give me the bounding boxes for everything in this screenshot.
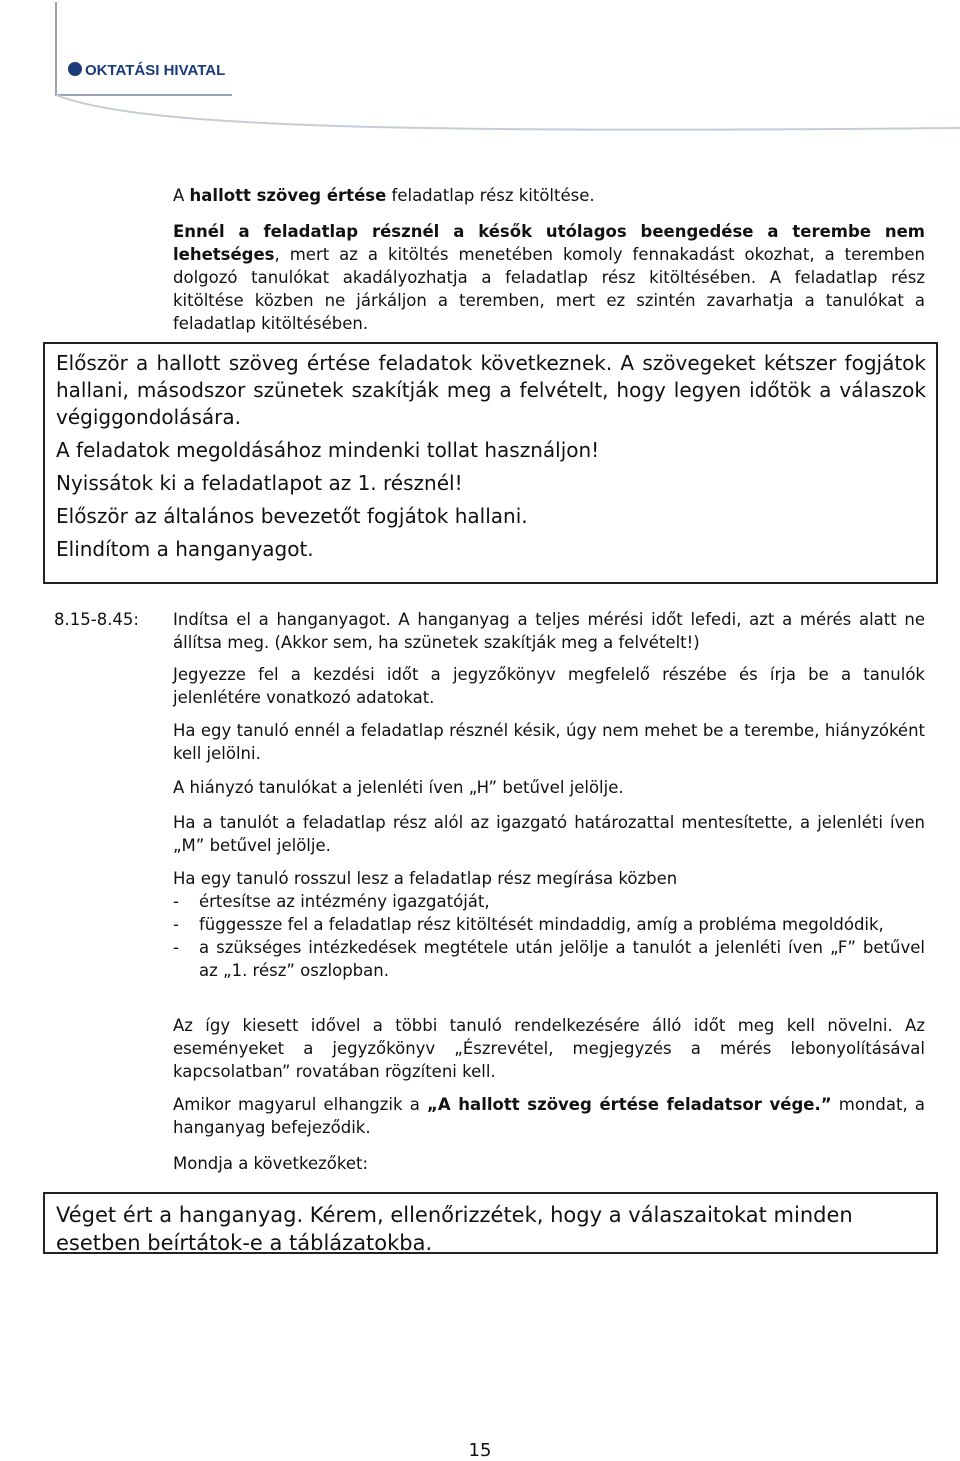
- announcement-box-end: [43, 1192, 938, 1254]
- oktatasi-hivatal-logo: [0, 0, 960, 135]
- announcement-line: Elindítom a hanganyagot.: [56, 537, 314, 561]
- intro-line: [173, 184, 925, 207]
- list-item: - a szükséges intézkedések megtétele után jelölje a tanulót a jelenléti íven „F” betűvel az „1. rész” oszlopban.: [173, 938, 925, 980]
- announcement-line: Először a hallott szöveg értése feladatok következnek. A szövegeket kétszer fogjátok hallani, másodszor szünetek szakítják meg a felvételt, hogy legyen időtök a válaszok végiggondolására.: [56, 351, 926, 429]
- illness-instructions: [173, 867, 925, 982]
- list-item: - függessze fel a feladatlap rész kitöltését mindaddig, amíg a probléma megoldódik,: [173, 915, 884, 934]
- dash-bullet: -: [173, 892, 179, 911]
- announcement-box-start: [43, 342, 938, 584]
- instruction-paragraph: Indítsa el a hanganyagot. A hanganyag a teljes mérési időt lefedi, azt a mérés alatt ne állítsa meg. (Akkor sem, ha szünetek szakítják meg a felvételt!): [173, 610, 925, 652]
- page-number: 15: [468, 1440, 492, 1461]
- instruction-paragraph: Ha a tanulót a feladatlap rész alól az igazgató határozattal mentesítette, a jelenléti íven „M” betűvel jelölje.: [173, 813, 925, 855]
- instruction-paragraph: A hiányzó tanulókat a jelenléti íven „H” betűvel jelölje.: [173, 778, 624, 797]
- intro-warning-bold: Ennél a feladatlap résznél a késők utólagos beengedése a terembe nem lehetséges: [173, 222, 925, 264]
- intro-warning-rest: , mert az a kitöltés menetében komoly fennakadást okozhat, a teremben dolgozó tanulókat akadályozhatja a feladatlap rész kitöltésében. A feladatlap rész kitöltése közben ne járkáljon a teremben, mert ez szintén zavarhatja a tanulókat a feladatlap kitöltésében.: [173, 245, 925, 333]
- instruction-paragraph: Mondja a következőket:: [173, 1154, 369, 1173]
- end-sentence-quote: „A hallott szöveg értése feladatsor vége.”: [427, 1095, 832, 1114]
- intro-text-bold: hallott szöveg értése: [189, 186, 387, 205]
- logo-dot-icon: [68, 62, 82, 76]
- list-item: - értesítse az intézmény igazgatóját,: [173, 892, 490, 911]
- intro-paragraph: [173, 220, 925, 335]
- logo-text: OKTATÁSI HIVATAL: [85, 62, 226, 79]
- illness-heading: Ha egy tanuló rosszul lesz a feladatlap rész megírása közben: [173, 869, 678, 888]
- announcement-line: Véget ért a hanganyag. Kérem, ellenőrizzétek, hogy a válaszaitokat minden esetben beírtátok-e a táblázatokba.: [56, 1203, 853, 1255]
- intro-text-c: feladatlap rész kitöltése.: [386, 186, 595, 205]
- dash-bullet: -: [173, 938, 179, 957]
- announcement-line: Először az általános bevezetőt fogjátok hallani.: [56, 504, 528, 528]
- time-label: 8.15-8.45:: [54, 610, 139, 629]
- instruction-paragraph: Ha egy tanuló ennél a feladatlap résznél késik, úgy nem mehet be a terembe, hiányzóként kell jelölni.: [173, 721, 925, 763]
- instruction-paragraph: Az így kiesett idővel a többi tanuló rendelkezésére álló időt meg kell növelni. Az eseményeket a jegyzőkönyv „Észrevétel, megjegyzés a mérés lebonyolításával kapcsolatban” rovatában rögzíteni kell.: [173, 1016, 925, 1081]
- dash-bullet: -: [173, 915, 179, 934]
- announcement-line: Nyissátok ki a feladatlapot az 1. résznél!: [56, 471, 463, 495]
- end-sentence-paragraph: Amikor magyarul elhangzik a „A hallott szöveg értése feladatsor vége.” mondat, a hanganyag befejeződik.: [173, 1095, 926, 1137]
- intro-text-a: A: [173, 186, 190, 205]
- announcement-line: A feladatok megoldásához mindenki tollat használjon!: [56, 438, 600, 462]
- instruction-paragraph: Jegyezze fel a kezdési időt a jegyzőkönyv megfelelő részébe és írja be a tanulók jelenlétére vonatkozó adatokat.: [173, 665, 925, 707]
